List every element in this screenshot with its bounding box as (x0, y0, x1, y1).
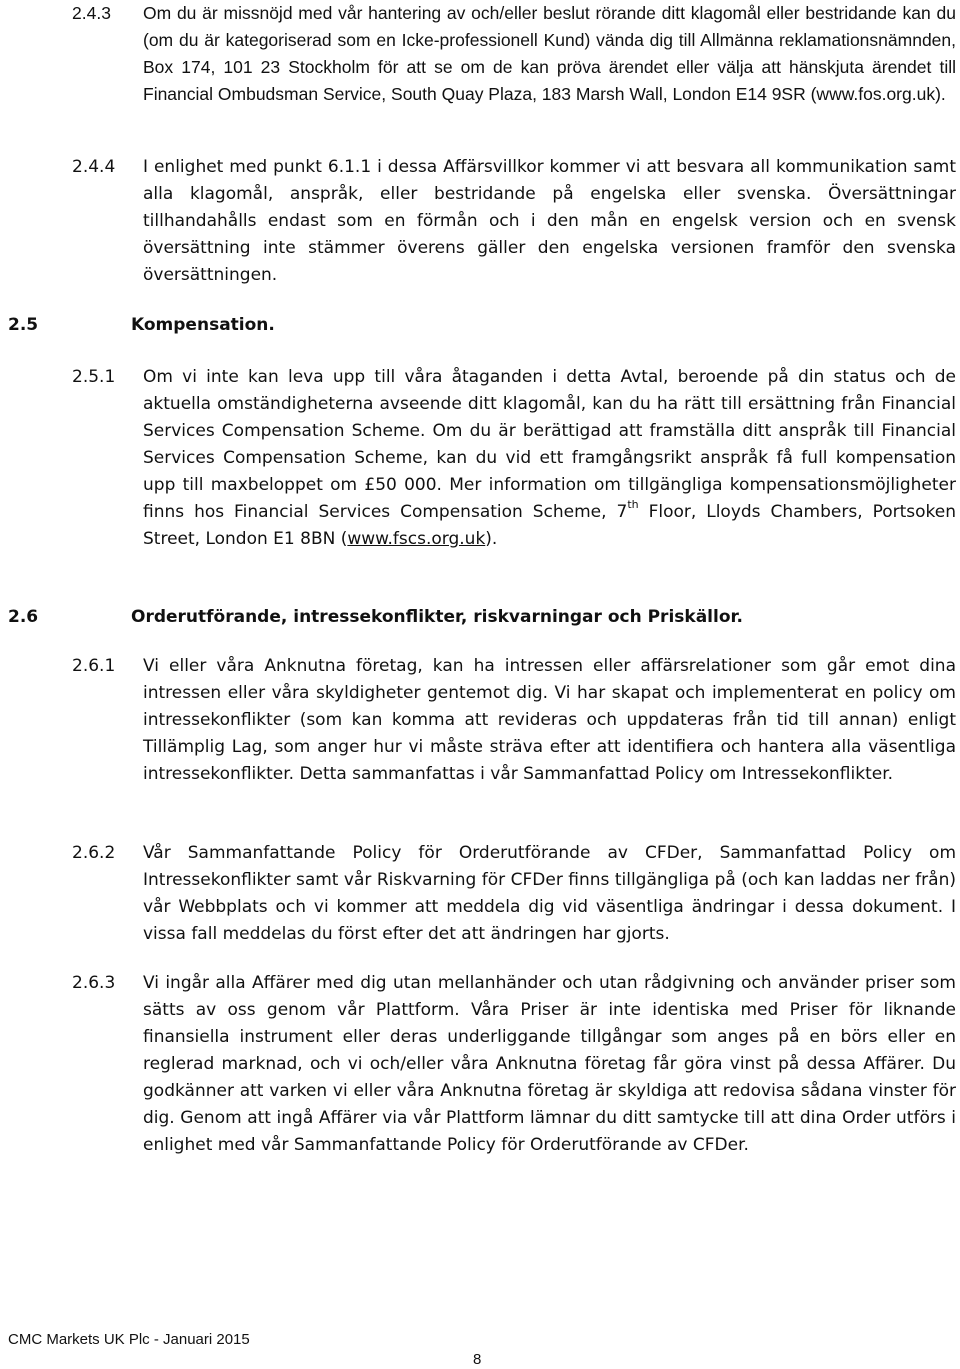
clause-number-2-6-3: 2.6.3 (72, 973, 116, 993)
clause-2-5-1-body: Om vi inte kan leva upp till våra åtaganden i detta Avtal, beroende på din status och de aktuella omständigheterna avseende ditt klagomål, kan du ha rätt till ersättning från Financial Services Compensation Scheme. Om du är berättigad att framställa ditt anspråk till Financial Services Compensation Scheme, kan du vid ett framgångsrikt anspråk få full kompensation upp till maxbeloppet om £50 000. Mer information om tillgängliga kompensationsmöjligheter finns hos Financial Services Compensation Scheme, 7 (143, 367, 956, 522)
clause-number-2-6-2: 2.6.2 (72, 843, 116, 863)
clause-2-5-1-end: ). (485, 529, 498, 549)
section-title-kompensation: Kompensation. (131, 315, 275, 335)
superscript-th: th (627, 498, 639, 512)
clause-2-4-3-text: Om du är missnöjd med vår hantering av och/eller beslut rörande ditt klagomål eller bestridande kan du (om du är kategoriserad som en Icke-professionell Kund) vända dig till Allmänna reklamationsnämnden, Box 174, 101 23 Stockholm för att se om de kan pröva ärendet eller välja att hänskjuta ärendet till Financial Ombudsman Service, South Quay Plaza, 183 Marsh Wall, London E14 9SR (www.fos.org.uk). (143, 3, 956, 104)
fscs-link[interactable]: www.fscs.org.uk (347, 529, 486, 549)
clause-number-2-4-4: 2.4.4 (72, 157, 116, 177)
clause-number-2-4-3: 2.4.3 (72, 3, 111, 23)
clause-number-2-5-1: 2.5.1 (72, 367, 116, 387)
clause-2-6-1-text: Vi eller våra Anknutna företag, kan ha intressen eller affärsrelationer som går emot dina intressen eller våra skyldigheter gentemot dig. Vi har skapat och implementerat en policy om intressekonflikter (som kan komma att revideras och uppdateras från tid till annan) enligt Tillämplig Lag, som anger hur vi måste sträva efter att identifiera och hantera alla väsentliga intressekonflikter. Detta sammanfattas i vår Sammanfattad Policy om Intressekonflikter. (143, 656, 956, 784)
section-number-2-6: 2.6 (8, 607, 39, 627)
section-title-orderutforande: Orderutförande, intressekonflikter, riskvarningar och Priskällor. (131, 607, 743, 627)
clause-2-4-4-text: I enlighet med punkt 6.1.1 i dessa Affärsvillkor kommer vi att besvara all kommunikation samt alla klagomål, anspråk, eller bestridande på engelska eller svenska. Översättningar tillhandahålls endast som en förmån och i den mån en engelsk version och en svensk översättning inte stämmer överens gäller den engelska versionen framför den svenska översättningen. (143, 157, 956, 285)
page-number: 8 (473, 1351, 482, 1368)
clause-2-5-1-body-cont: Floor, Lloyds Chambers, Portsoken Street, London E1 8BN ( (143, 502, 957, 549)
clause-2-6-2-text: Vår Sammanfattande Policy för Orderutförande av CFDer, Sammanfattad Policy om Intressekonflikter samt vår Riskvarning för CFDer finns tillgängliga på (och kan laddas ner från) vår Webbplats och vi kommer att meddela dig vid väsentliga ändringar i dessa dokument. I vissa fall meddelas du först efter det att ändringen har gjorts. (143, 843, 956, 944)
clause-2-5-1-text (143, 364, 956, 553)
footer-company-date: CMC Markets UK Plc - Januari 2015 (8, 1331, 250, 1348)
clause-number-2-6-1: 2.6.1 (72, 656, 116, 676)
clause-2-6-3-text: Vi ingår alla Affärer med dig utan mellanhänder och utan rådgivning och använder priser som sätts av oss genom vår Plattform. Våra Priser är inte identiska med Priser för liknande finansiella instrument eller deras underliggande tillgångar som anges på en börs eller en reglerad marknad, och vi och/eller våra Anknutna företag får göra vinst på dessa Affärer. Du godkänner att varken vi eller våra Anknutna företag är skyldiga att redovisa sådana vinster för dig. Genom att ingå Affärer via vår Plattform lämnar du ditt samtycke till att dina Order utförs i enlighet med vår Sammanfattande Policy för Orderutförande av CFDer. (143, 973, 956, 1155)
section-number-2-5: 2.5 (8, 315, 39, 335)
